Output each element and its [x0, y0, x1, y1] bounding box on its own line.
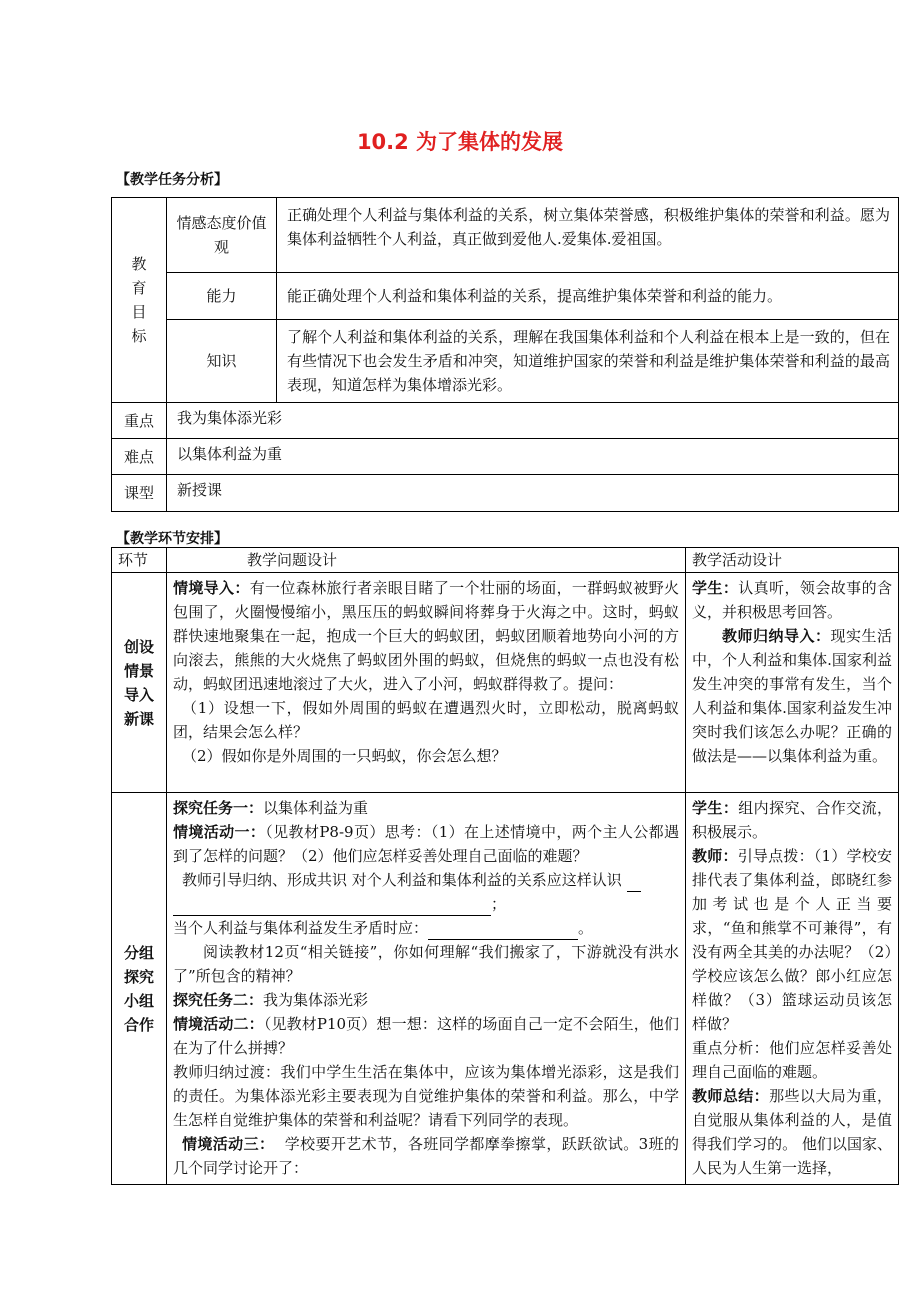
row-content: 能正确处理个人利益和集体利益的关系，提高维护集体荣誉和利益的能力。 [277, 273, 899, 320]
type-label: 课型 [112, 475, 167, 512]
row-content: 正确处理个人利益与集体利益的关系，树立集体荣誉感，积极维护集体的荣誉和利益。愿为集体利益牺牲个人利益，真正做到爱他人.爱集体.爱祖国。 [277, 198, 899, 273]
table-row [112, 198, 899, 273]
task1-label: 探究任务一： [173, 799, 264, 817]
activity-cell [686, 793, 899, 1185]
activity-cell [686, 573, 899, 793]
question-1: （1）设想一下，假如外周围的蚂蚁在遭遇烈火时，立即松动，脱离蚂蚁团，结果会怎么样？ [173, 699, 679, 741]
stage-label: 分组探究小组合作 [123, 943, 154, 1034]
task2-text: 我为集体添光彩 [263, 991, 369, 1009]
table-row [112, 475, 899, 512]
design-cell [167, 573, 686, 793]
task-analysis-table [111, 197, 899, 512]
read-text: 阅读教材12页“相关链接”，你如何理解“我们搬家了，下游就没有洪水了”所包含的精神？ [173, 943, 679, 985]
task1-text: 以集体利益为重 [263, 799, 369, 817]
stage-cell [112, 573, 167, 793]
difficulty-label: 难点 [112, 439, 167, 475]
guide-text: 教师引导归纳、形成共识 对个人利益和集体利益的关系应这样认识 [182, 871, 622, 889]
conflict-end: 。 [578, 919, 594, 937]
summary-text: 那些以大局为重，自觉服从集体利益的人，是值得我们学习的。 他们以国家、人民为人生第一选择， [692, 1087, 892, 1177]
student-text: 认真听，领会故事的含义，并积极思考回答。 [692, 579, 892, 621]
page-title: 10.2 为了集体的发展 [356, 130, 564, 154]
section-heading-task-analysis: 【教学任务分析】 [116, 172, 228, 188]
student-label: 学生： [692, 799, 739, 817]
col-header-stage: 环节 [112, 548, 167, 573]
intro-label: 情境导入： [173, 579, 250, 597]
table-header-row [112, 548, 899, 573]
answer-blank [428, 921, 578, 940]
activity2-label: 情境活动二： [173, 1015, 264, 1033]
key-label: 重点 [112, 403, 167, 439]
col-header-design: 教学问题设计 [167, 548, 686, 573]
row-label: 情感态度价值观 [167, 198, 277, 273]
activity3-label: 情境活动三： [182, 1135, 275, 1153]
table-row [112, 793, 899, 1185]
stage-label: 创设情景导入新课 [123, 637, 154, 728]
difficulty-value: 以集体利益为重 [167, 439, 899, 475]
table-row [112, 403, 899, 439]
row-label: 能力 [167, 273, 277, 320]
intro-text: 有一位森林旅行者亲眼目睹了一个壮丽的场面，一群蚂蚁被野火包围了，火圈慢慢缩小，黑压压的蚂蚁瞬间将葬身于火海之中。这时，蚂蚁群快速地聚集在一起，抱成一个巨大的蚂蚁团，蚂蚁团顺着地势向小河的方向滚去，熊熊的大火烧焦了蚂蚁团外围的蚂蚁，但烧焦的蚂蚁一点也没有松动，蚂蚁团迅速地滚过了大火，进入了小河，蚂蚁群得救了。提问： [173, 579, 679, 693]
activity1-label: 情境活动一： [173, 823, 266, 841]
answer-blank [173, 897, 491, 916]
stage-cell [112, 793, 167, 1185]
row-content: 了解个人利益和集体利益的关系，理解在我国集体利益和个人利益在根本上是一致的，但在有些情况下也会发生矛盾和冲突，知道维护国家的荣誉和利益是维护集体荣誉和利益的最高表现，知道怎样为集体增添光彩。 [277, 320, 899, 403]
task2-label: 探究任务二： [173, 991, 264, 1009]
conflict-text: 当个人利益与集体利益发生矛盾时应： [173, 919, 429, 937]
teacher-label: 教师归纳导入： [722, 627, 831, 645]
teacher-text: 引导点拨：（1）学校安排代表了集体利益，郎晓红参加考试也是个人正当要求，“鱼和熊掌不可兼得”，有没有两全其美的办法呢？（2）学校应该怎么做？郎小红应怎样做？（3）篮球运动员该怎样做？ [692, 847, 892, 1033]
activity2-text: （见教材P10页）想一想：这样的场面自己一定不会陌生，他们在为了什么拼搏？ [173, 1015, 679, 1057]
activity1-text: （见教材P8-9页）思考：（1）在上述情境中，两个主人公都遇到了怎样的问题？（2）他们应怎样妥善处理自己面临的难题？ [173, 823, 679, 865]
student-label: 学生： [692, 579, 739, 597]
table-row [112, 320, 899, 403]
col-header-activity: 教学活动设计 [686, 548, 899, 573]
answer-blank [627, 873, 641, 892]
section-heading-teaching-steps: 【教学环节安排】 [116, 531, 228, 547]
guide-end: ； [491, 895, 507, 913]
student-text: 组内探究、合作交流，积极展示。 [692, 799, 892, 841]
design-cell [167, 793, 686, 1185]
type-value: 新授课 [167, 475, 899, 512]
key-analysis-text: 重点分析：他们应怎样妥善处理自己面临的难题。 [692, 1039, 892, 1081]
goal-label-cell [112, 198, 167, 403]
activity3-text: 学校要开艺术节，各班同学都摩拳擦掌，跃跃欲试。3班的几个同学讨论开了： [173, 1135, 679, 1177]
teacher-label: 教师： [692, 847, 738, 865]
teacher-text: 现实生活中，个人利益和集体.国家利益发生冲突的事常有发生，当个人利益和集体.国家利益发生冲突时我们该怎么办呢？正确的做法是——以集体利益为重。 [692, 627, 892, 765]
summary-label: 教师总结： [692, 1087, 770, 1105]
key-value: 我为集体添光彩 [167, 403, 899, 439]
table-row [112, 573, 899, 793]
table-row [112, 439, 899, 475]
row-label: 知识 [167, 320, 277, 403]
table-row [112, 273, 899, 320]
teaching-steps-table [111, 547, 899, 1185]
question-2: （2）假如你是外周围的一只蚂蚁，你会怎么想？ [182, 747, 507, 765]
goal-label: 教育目标 [131, 255, 147, 345]
transition-text: 教师归纳过渡：我们中学生生活在集体中，应该为集体增光添彩，这是我们的责任。为集体添光彩主要表现为自觉维护集体的荣誉和利益。那么，中学生怎样自觉维护集体的荣誉和利益呢？请看下列同学的表现。 [173, 1063, 679, 1129]
